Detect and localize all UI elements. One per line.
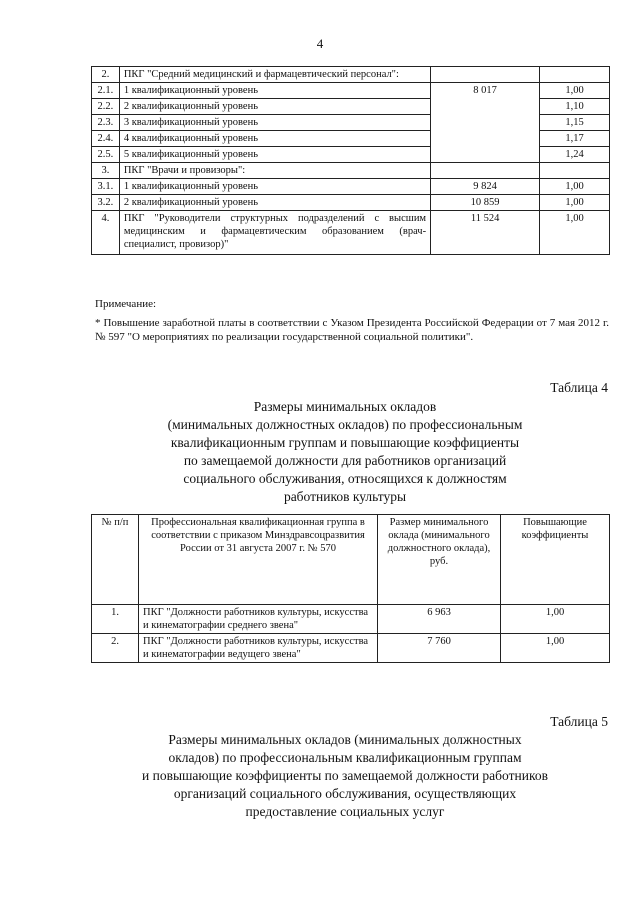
- group-name: ПКГ "Должности работников культуры, искусства и кинематографии ведущего звена": [139, 634, 378, 663]
- coefficient-cell: 1,00: [540, 195, 610, 211]
- caption-line: работников культуры: [283, 489, 407, 504]
- row-number: 2.1.: [92, 83, 120, 99]
- group-name: 2 квалификационный уровень: [119, 99, 430, 115]
- group-name: 4 квалификационный уровень: [119, 131, 430, 147]
- group-name: 5 квалификационный уровень: [119, 147, 430, 163]
- caption-line: предоставление социальных услуг: [245, 804, 445, 819]
- header-salary: Размер минимального оклада (минимального должностного оклада), руб.: [378, 515, 501, 605]
- salary-cell: 9 824: [431, 179, 540, 195]
- culture-workers-salary-table: [91, 514, 610, 663]
- caption-line: (минимальных должностных окладов) по профессиональным: [167, 417, 523, 432]
- table-4-caption: [120, 398, 570, 506]
- caption-line: Размеры минимальных окладов: [253, 399, 437, 414]
- row-number: 2.5.: [92, 147, 120, 163]
- group-name: 3 квалификационный уровень: [119, 115, 430, 131]
- coefficient-cell: 1,17: [540, 131, 610, 147]
- row-number: 2.3.: [92, 115, 120, 131]
- table-row: [92, 605, 610, 634]
- caption-line: квалификационным группам и повышающие коэффициенты: [170, 435, 520, 450]
- coefficient-cell: 1,10: [540, 99, 610, 115]
- coefficient-cell: [540, 67, 610, 83]
- row-number: 2.: [92, 634, 139, 663]
- salary-cell: 11 524: [431, 211, 540, 255]
- page-number: 4: [316, 36, 324, 51]
- table-row: [92, 83, 610, 99]
- row-number: 1.: [92, 605, 139, 634]
- salary-cell: 10 859: [431, 195, 540, 211]
- table-row: [92, 179, 610, 195]
- group-name: 2 квалификационный уровень: [119, 195, 430, 211]
- group-name: 1 квалификационный уровень: [119, 83, 430, 99]
- salary-cell: 6 963: [378, 605, 501, 634]
- coefficient-cell: 1,00: [501, 605, 610, 634]
- group-name: 1 квалификационный уровень: [119, 179, 430, 195]
- table-row: [92, 67, 610, 83]
- table-row: [92, 163, 610, 179]
- caption-line: социального обслуживания, относящихся к должностям: [183, 471, 507, 486]
- caption-line: Размеры минимальных окладов (минимальных должностных: [168, 732, 522, 747]
- coefficient-cell: 1,00: [540, 83, 610, 99]
- table-5-caption: [95, 731, 595, 821]
- coefficient-cell: 1,15: [540, 115, 610, 131]
- coefficient-cell: 1,00: [540, 179, 610, 195]
- coefficient-cell: 1,00: [540, 211, 610, 255]
- table-4-label: Таблица 4: [550, 380, 608, 395]
- salary-cell: 7 760: [378, 634, 501, 663]
- row-number: 2.4.: [92, 131, 120, 147]
- row-number: 2.2.: [92, 99, 120, 115]
- row-number: 2.: [92, 67, 120, 83]
- table-row: [92, 211, 610, 255]
- salary-cell: [431, 67, 540, 83]
- salary-cell: 8 017: [431, 83, 540, 163]
- table-header-row: [92, 515, 610, 605]
- row-number: 4.: [92, 211, 120, 255]
- note-label: Примечание:: [95, 298, 157, 310]
- group-name: ПКГ "Должности работников культуры, искусства и кинематографии среднего звена": [139, 605, 378, 634]
- row-number: 3.: [92, 163, 120, 179]
- caption-line: организаций социального обслуживания, осуществляющих: [173, 786, 517, 801]
- group-name: ПКГ "Руководители структурных подразделений с высшим медицинским и фармацевтическим образованием (врач-специалист, провизор)": [119, 211, 430, 255]
- group-name: ПКГ "Врачи и провизоры":: [119, 163, 430, 179]
- table-row: [92, 634, 610, 663]
- table-row: [92, 195, 610, 211]
- coefficient-cell: [540, 163, 610, 179]
- table-5-label: Таблица 5: [550, 714, 608, 729]
- coefficient-cell: 1,24: [540, 147, 610, 163]
- row-number: 3.1.: [92, 179, 120, 195]
- salary-cell: [431, 163, 540, 179]
- coefficient-cell: 1,00: [501, 634, 610, 663]
- group-name: ПКГ "Средний медицинский и фармацевтический персонал":: [119, 67, 430, 83]
- header-group: Профессиональная квалификационная группа в соответствии с приказом Минздравсоцразвития России от 31 августа 2007 г. № 570: [139, 515, 378, 605]
- note-text: * Повышение заработной платы в соответствии с Указом Президента Российской Федерации от 7 мая 2012 г. № 597 "О мероприятиях по реализации государственной социальной политики".: [95, 317, 609, 343]
- header-coefficient: Повышающие коэффициенты: [501, 515, 610, 605]
- row-number: 3.2.: [92, 195, 120, 211]
- header-number: № п/п: [92, 515, 139, 605]
- caption-line: по замещаемой должности для работников организаций: [183, 453, 507, 468]
- caption-line: окладов) по профессиональным квалификационным группам: [168, 750, 522, 765]
- caption-line: и повышающие коэффициенты по замещаемой должности работников: [142, 768, 548, 783]
- salary-table-continued: [91, 66, 610, 255]
